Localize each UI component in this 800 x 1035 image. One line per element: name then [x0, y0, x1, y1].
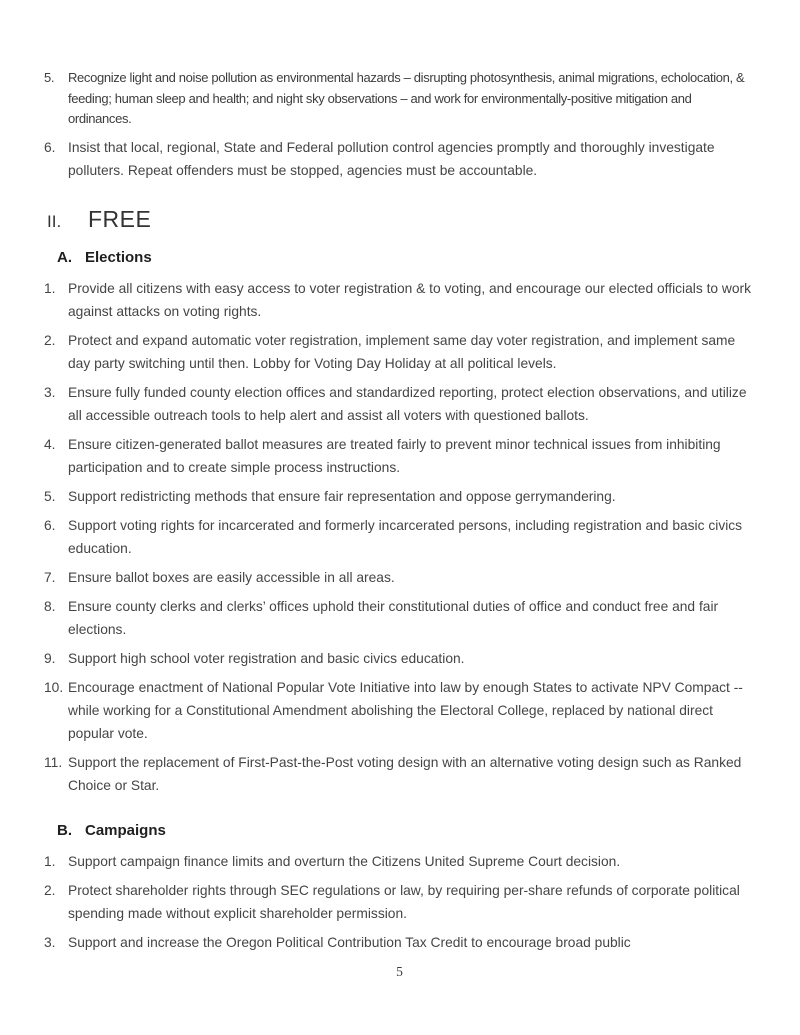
list-item-text: Ensure fully funded county election offices and standardized reporting, protect election observations, and utilize all accessible outreach tools to help alert and assist all voters with questioned ballots. — [68, 384, 747, 423]
list-item — [44, 751, 755, 797]
subsection-title: Elections — [85, 248, 152, 266]
page-number: 5 — [396, 963, 403, 979]
list-item-text: Support campaign finance limits and overturn the Citizens United Supreme Court decision. — [68, 853, 621, 869]
list-item — [44, 381, 755, 427]
list-item-number: 2. — [44, 332, 56, 348]
list-item-text: Ensure ballot boxes are easily accessible in all areas. — [68, 569, 395, 585]
elections-list — [44, 277, 755, 797]
list-item-number: 5. — [44, 488, 56, 504]
list-item — [44, 850, 755, 873]
list-item-text: Ensure citizen-generated ballot measures are treated fairly to prevent minor technical issues from inhibiting participation and to create simple process instructions. — [68, 436, 721, 475]
list-item-number: 9. — [44, 650, 56, 666]
list-item — [44, 68, 755, 130]
list-item-number: 7. — [44, 569, 56, 585]
list-item-number: 1. — [44, 280, 56, 296]
list-item — [44, 931, 755, 954]
list-item-number: 3. — [44, 384, 56, 400]
list-item-text: Protect and expand automatic voter registration, implement same day voter registration, and implement same day party switching until then. Lobby for Voting Day Holiday at all political levels. — [68, 332, 736, 371]
list-item-text: Encourage enactment of National Popular Vote Initiative into law by enough States to activate NPV Compact -- while working for a Constitutional Amendment abolishing the Electoral College, replaced by national direct popular vote. — [68, 679, 743, 741]
subsection-label: A. — [57, 248, 72, 266]
section-heading — [47, 205, 755, 233]
list-item-number: 2. — [44, 882, 56, 898]
section-title: FREE — [88, 205, 152, 232]
list-item-text: Ensure county clerks and clerks’ offices uphold their constitutional duties of office and conduct free and fair elections. — [68, 598, 719, 637]
subsection-label: B. — [57, 821, 72, 839]
list-item-text: Protect shareholder rights through SEC regulations or law, by requiring per-share refunds of corporate political spending made without explicit shareholder permission. — [68, 882, 740, 921]
list-item — [44, 647, 755, 670]
list-item-number: 4. — [44, 436, 56, 452]
subsection-heading-campaigns — [57, 819, 755, 842]
list-item-number: 6. — [44, 517, 56, 533]
list-item-number: 11. — [44, 754, 63, 770]
list-item-text: Support high school voter registration and basic civics education. — [68, 650, 465, 666]
list-item-number: 10. — [44, 679, 64, 695]
list-item — [44, 136, 755, 182]
list-item — [44, 676, 755, 745]
list-item — [44, 329, 755, 375]
section-numeral: II. — [47, 211, 62, 231]
list-item-number: 3. — [44, 934, 56, 950]
list-item-text: Support and increase the Oregon Political Contribution Tax Credit to encourage broad public — [68, 934, 631, 950]
subsection-heading-elections — [57, 246, 755, 269]
list-item-number: 5. — [44, 70, 55, 85]
list-item-text: Support the replacement of First-Past-the-Post voting design with an alternative voting design such as Ranked Choice or Star. — [68, 754, 742, 793]
campaigns-list — [44, 850, 755, 954]
pollution-list — [44, 68, 755, 182]
list-item-text: Support redistricting methods that ensure fair representation and oppose gerrymandering. — [68, 488, 616, 504]
list-item-text: Provide all citizens with easy access to voter registration & to voting, and encourage our elected officials to work against attacks on voting rights. — [68, 280, 752, 319]
list-item-number: 1. — [44, 853, 56, 869]
list-item-text: Recognize light and noise pollution as environmental hazards – disrupting photosynthesis, animal migrations, echolocation, & feeding; human sleep and health; and night sky observations – and work for environmentally-positive mitigation and ordinances. — [68, 70, 745, 126]
list-item-text: Insist that local, regional, State and Federal pollution control agencies promptly and thoroughly investigate polluters. Repeat offenders must be stopped, agencies must be accountable. — [68, 139, 715, 178]
list-item — [44, 566, 755, 589]
list-item — [44, 485, 755, 508]
list-item — [44, 595, 755, 641]
list-item — [44, 433, 755, 479]
list-item — [44, 879, 755, 925]
subsection-title: Campaigns — [85, 821, 166, 839]
list-item-text: Support voting rights for incarcerated and formerly incarcerated persons, including registration and basic civics education. — [68, 517, 743, 556]
list-item-number: 8. — [44, 598, 56, 614]
list-item — [44, 514, 755, 560]
list-item-number: 6. — [44, 139, 56, 155]
list-item — [44, 277, 755, 323]
